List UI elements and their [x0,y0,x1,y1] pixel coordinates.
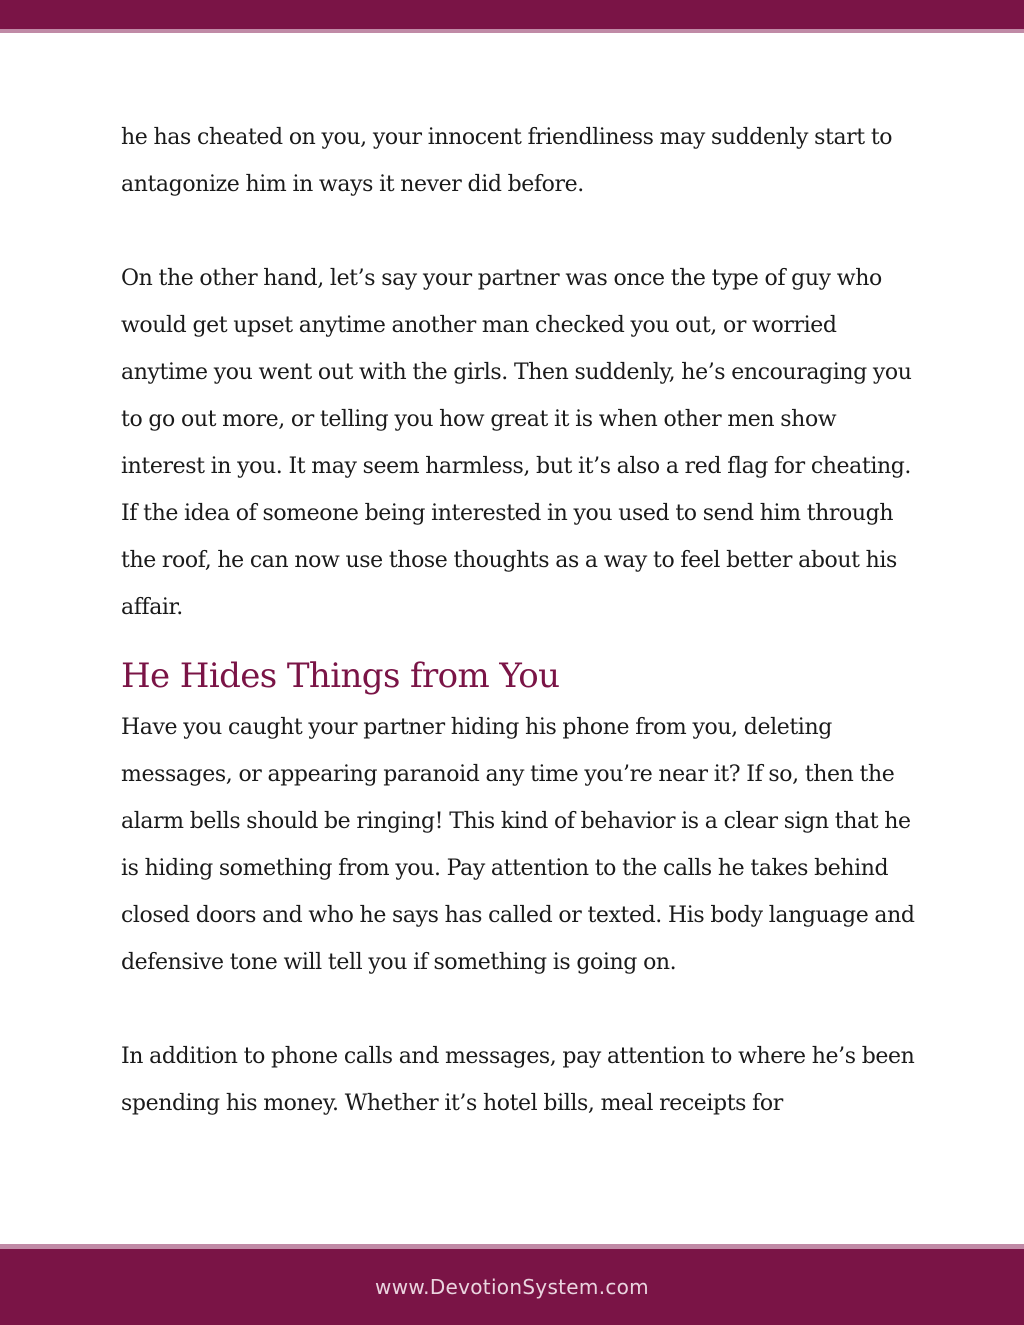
footer-website-url: www.DevotionSystem.com [375,1275,649,1299]
header-band [0,0,1024,29]
body-paragraph: In addition to phone calls and messages, pay attention to where he’s been spending his money. Whether it’s hotel bills, meal receipts for [121,1044,915,1116]
header-accent-line [0,29,1024,33]
body-paragraph: he has cheated on you, your innocent friendliness may suddenly start to antagonize him in ways it never did before. [121,125,893,197]
body-paragraph: Have you caught your partner hiding his phone from you, deleting messages, or appearing paranoid any time you’re near it? If so, then the alarm bells should be ringing! This kind of behavior is a clear sign that he is hiding something from you. Pay attention to the calls he takes behind closed doors and who he says has called or texted. His body language and defensive tone will tell you if something is going on. [121,715,915,975]
page-body [121,114,921,1127]
body-paragraph: On the other hand, let’s say your partner was once the type of guy who would get upset anytime another man checked you out, or worried anytime you went out with the girls. Then suddenly, he’s encouraging you to go out more, or telling you how great it is when other men show interest in you. It may seem harmless, but it’s also a red flag for cheating. If the idea of someone being interested in you used to send him through the roof, he can now use those thoughts as a way to feel better about his affair. [121,266,912,620]
section-heading: He Hides Things from You [121,656,560,696]
